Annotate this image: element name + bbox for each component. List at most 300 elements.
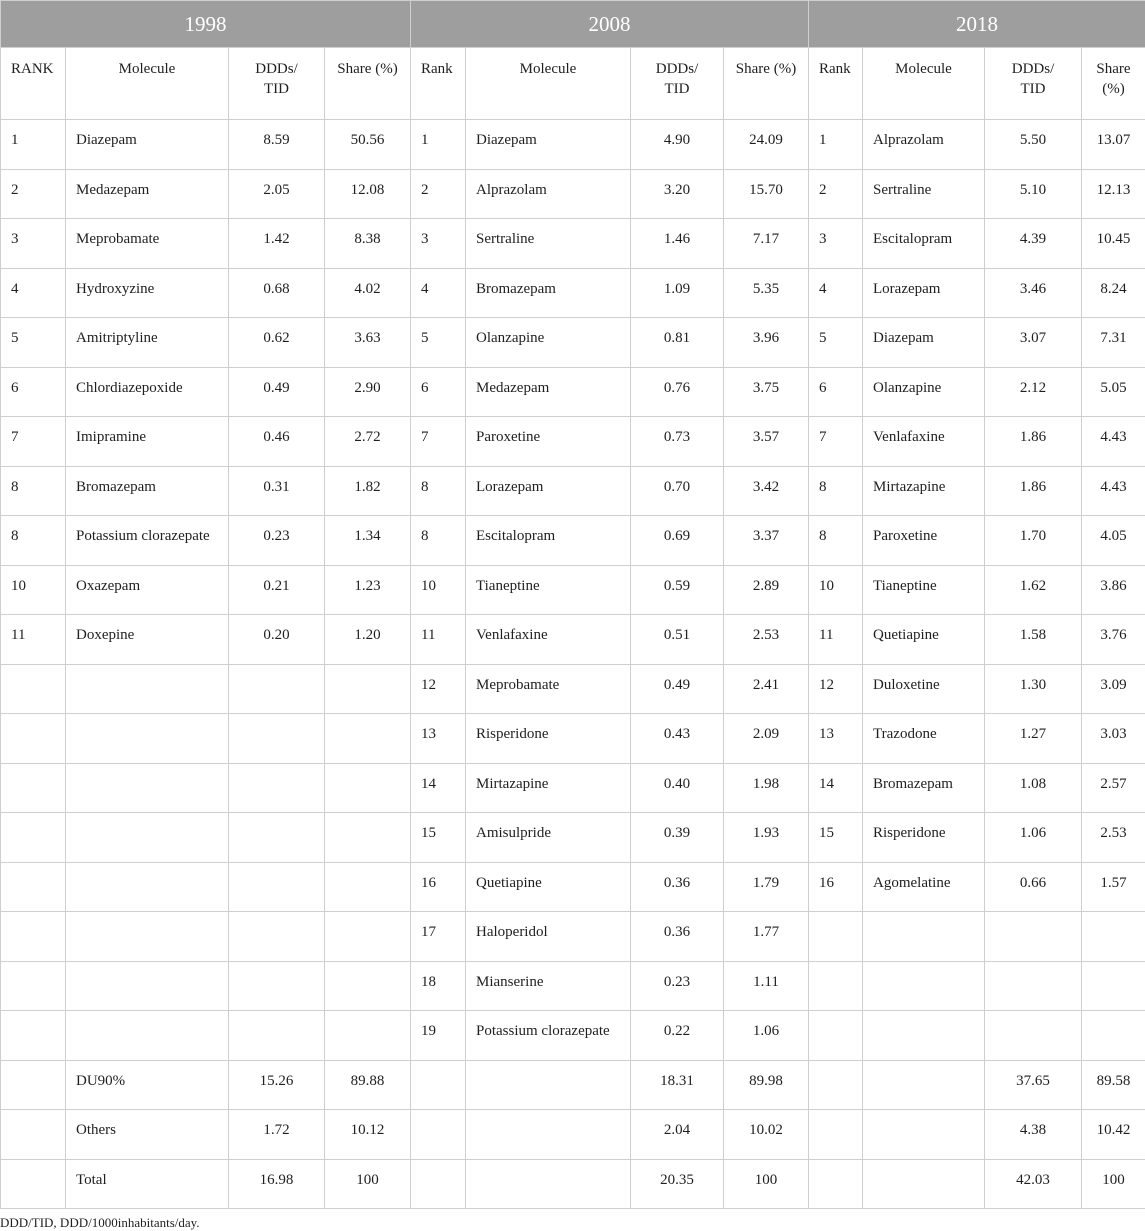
share-cell-1998: 2.90 [325,367,411,417]
molecule-cell-2008: Amisulpride [466,813,631,863]
ddd-cell-2018: 4.39 [985,219,1082,269]
year-header-2018: 2018 [809,1,1145,48]
ddd-cell-1998 [229,862,325,912]
rank-cell-1998: 2 [1,169,66,219]
share-cell-2008: 10.02 [724,1110,809,1160]
molecule-cell-2008: Haloperidol [466,912,631,962]
rank-cell-2008: 1 [411,120,466,170]
rank-cell-2008: 6 [411,367,466,417]
rank-cell-2018: 2 [809,169,863,219]
share-cell-2018: 3.09 [1082,664,1145,714]
ddd-cell-1998: 0.23 [229,516,325,566]
molecule-cell-2018: Bromazepam [863,763,985,813]
rank-cell-2008: 8 [411,466,466,516]
share-cell-2008: 15.70 [724,169,809,219]
molecule-cell-2018: Escitalopram [863,219,985,269]
molecule-cell-2018: Diazepam [863,318,985,368]
rank-cell-2008: 11 [411,615,466,665]
share-cell-1998 [325,664,411,714]
rank-cell-2018: 4 [809,268,863,318]
rank-cell-2018 [809,961,863,1011]
ddd-cell-2008: 0.40 [631,763,724,813]
ddd-cell-1998: 0.31 [229,466,325,516]
share-cell-2018 [1082,961,1145,1011]
share-cell-2008: 1.11 [724,961,809,1011]
ddd-cell-2008: 0.70 [631,466,724,516]
ddd-cell-2018: 3.46 [985,268,1082,318]
table-row [1,615,1145,665]
rank-cell-2008: 3 [411,219,466,269]
share-cell-2008: 1.77 [724,912,809,962]
ddd-cell-2018: 4.38 [985,1110,1082,1160]
ddd-cell-2008: 20.35 [631,1159,724,1209]
rank-cell-1998 [1,813,66,863]
ddd-cell-2018 [985,961,1082,1011]
share-cell-1998 [325,813,411,863]
ddd-cell-2018: 1.06 [985,813,1082,863]
share-cell-2018: 2.57 [1082,763,1145,813]
molecule-cell-2018: Tianeptine [863,565,985,615]
rank-cell-1998: 7 [1,417,66,467]
ddd-cell-2008: 1.09 [631,268,724,318]
year-header-1998: 1998 [1,1,411,48]
molecule-cell-1998: Hydroxyzine [66,268,229,318]
molecule-cell-1998: Bromazepam [66,466,229,516]
molecule-cell-1998: Diazepam [66,120,229,170]
molecule-cell-1998: Total [66,1159,229,1209]
rank-cell-2008: 10 [411,565,466,615]
rank-cell-2018: 10 [809,565,863,615]
rank-cell-2008: 13 [411,714,466,764]
ddd-cell-2008: 0.22 [631,1011,724,1061]
ddd-cell-1998 [229,664,325,714]
share-cell-2018: 10.45 [1082,219,1145,269]
molecule-cell-2008 [466,1159,631,1209]
ddd-cell-2008: 1.46 [631,219,724,269]
table-row [1,961,1145,1011]
rank-cell-2018: 8 [809,516,863,566]
year-header-row [1,1,1145,48]
table-row [1,1011,1145,1061]
ddd-cell-2008: 0.23 [631,961,724,1011]
ddd-cell-1998: 0.49 [229,367,325,417]
share-cell-1998: 50.56 [325,120,411,170]
rank-cell-1998 [1,1011,66,1061]
molecule-cell-2018: Olanzapine [863,367,985,417]
molecule-cell-2008: Mianserine [466,961,631,1011]
table-body [1,120,1145,1209]
rank-cell-1998 [1,961,66,1011]
molecule-cell-1998: DU90% [66,1060,229,1110]
rank-cell-1998: 11 [1,615,66,665]
ddd-cell-2008: 4.90 [631,120,724,170]
molecule-cell-2018 [863,912,985,962]
share-cell-2018: 4.43 [1082,417,1145,467]
table-row [1,466,1145,516]
ddd-cell-1998: 1.42 [229,219,325,269]
rank-cell-2018: 14 [809,763,863,813]
molecule-cell-2018 [863,1110,985,1160]
ddd-cell-2008: 0.36 [631,912,724,962]
molecule-cell-2018 [863,961,985,1011]
molecule-cell-2008: Quetiapine [466,862,631,912]
rank-cell-2008 [411,1060,466,1110]
column-header-ddd-2018: DDDs/ TID [985,48,1082,120]
share-cell-1998: 100 [325,1159,411,1209]
column-header-rank-1998: RANK [1,48,66,120]
molecule-cell-2018: Sertraline [863,169,985,219]
rank-cell-2018: 6 [809,367,863,417]
rank-cell-1998: 10 [1,565,66,615]
molecule-cell-2008: Lorazepam [466,466,631,516]
share-cell-2018: 3.86 [1082,565,1145,615]
share-cell-2008: 5.35 [724,268,809,318]
share-cell-1998: 89.88 [325,1060,411,1110]
table-row [1,714,1145,764]
share-cell-2018: 8.24 [1082,268,1145,318]
ddd-cell-1998: 15.26 [229,1060,325,1110]
molecule-cell-1998 [66,961,229,1011]
share-cell-1998: 10.12 [325,1110,411,1160]
rank-cell-2018: 13 [809,714,863,764]
share-cell-1998: 2.72 [325,417,411,467]
ddd-cell-1998: 0.20 [229,615,325,665]
share-cell-1998 [325,763,411,813]
molecule-cell-1998: Medazepam [66,169,229,219]
molecule-cell-2018: Risperidone [863,813,985,863]
column-header-share-2018: Share (%) [1082,48,1145,120]
molecule-cell-1998: Chlordiazepoxide [66,367,229,417]
ddd-cell-2008: 0.39 [631,813,724,863]
ddd-cell-2008: 0.81 [631,318,724,368]
rank-cell-2008: 18 [411,961,466,1011]
ddd-cell-1998: 2.05 [229,169,325,219]
molecule-cell-2008: Bromazepam [466,268,631,318]
molecule-cell-2008: Mirtazapine [466,763,631,813]
molecule-cell-2008: Diazepam [466,120,631,170]
share-cell-2018: 7.31 [1082,318,1145,368]
share-cell-2008: 1.93 [724,813,809,863]
molecule-cell-1998: Oxazepam [66,565,229,615]
rank-cell-1998: 8 [1,516,66,566]
share-cell-2018 [1082,912,1145,962]
rank-cell-2018 [809,1060,863,1110]
ddd-cell-2008: 0.73 [631,417,724,467]
molecule-cell-2018: Trazodone [863,714,985,764]
ddd-cell-2008: 0.59 [631,565,724,615]
molecule-cell-2008: Paroxetine [466,417,631,467]
rank-cell-2018: 8 [809,466,863,516]
column-header-ddd-1998: DDDs/ TID [229,48,325,120]
ddd-cell-2018: 3.07 [985,318,1082,368]
share-cell-2008: 1.06 [724,1011,809,1061]
molecule-cell-2008: Meprobamate [466,664,631,714]
molecule-cell-1998: Doxepine [66,615,229,665]
share-cell-2008: 3.57 [724,417,809,467]
ddd-cell-2008: 3.20 [631,169,724,219]
molecule-cell-1998: Potassium clorazepate [66,516,229,566]
share-cell-1998: 1.20 [325,615,411,665]
table-footnote: DDD/TID, DDD/1000inhabitants/day. [0,1209,1145,1231]
ddd-cell-1998: 0.21 [229,565,325,615]
share-cell-2018: 1.57 [1082,862,1145,912]
share-cell-1998: 1.34 [325,516,411,566]
rank-cell-2018: 5 [809,318,863,368]
ddd-cell-1998 [229,961,325,1011]
molecule-cell-1998 [66,1011,229,1061]
rank-cell-2018 [809,1011,863,1061]
molecule-cell-1998: Others [66,1110,229,1160]
ddd-cell-2018: 5.10 [985,169,1082,219]
rank-cell-1998: 1 [1,120,66,170]
molecule-cell-2008: Potassium clorazepate [466,1011,631,1061]
share-cell-1998: 3.63 [325,318,411,368]
molecule-cell-2018: Alprazolam [863,120,985,170]
table-row [1,318,1145,368]
ddd-cell-1998 [229,1011,325,1061]
rank-cell-1998: 5 [1,318,66,368]
share-cell-2018: 5.05 [1082,367,1145,417]
ddd-cell-1998: 0.68 [229,268,325,318]
ddd-cell-2018: 2.12 [985,367,1082,417]
rank-cell-2008: 16 [411,862,466,912]
molecule-cell-1998 [66,862,229,912]
molecule-cell-2008: Escitalopram [466,516,631,566]
ddd-cell-2018: 1.27 [985,714,1082,764]
rank-cell-2008: 8 [411,516,466,566]
rank-cell-2018: 12 [809,664,863,714]
rank-cell-2018 [809,1159,863,1209]
share-cell-1998: 4.02 [325,268,411,318]
column-header-rank-2018: Rank [809,48,863,120]
molecule-cell-1998 [66,714,229,764]
column-header-share-2008: Share (%) [724,48,809,120]
table-row [1,1060,1145,1110]
molecule-cell-2018: Agomelatine [863,862,985,912]
column-header-molecule-2008: Molecule [466,48,631,120]
column-header-ddd-2008: DDDs/ TID [631,48,724,120]
share-cell-2018: 13.07 [1082,120,1145,170]
share-cell-2018: 4.43 [1082,466,1145,516]
share-cell-2008: 7.17 [724,219,809,269]
share-cell-2018: 4.05 [1082,516,1145,566]
share-cell-2018 [1082,1011,1145,1061]
ddd-cell-2018: 1.86 [985,466,1082,516]
table-row [1,862,1145,912]
ddd-cell-2018: 1.86 [985,417,1082,467]
share-cell-1998: 1.82 [325,466,411,516]
share-cell-1998: 8.38 [325,219,411,269]
rank-cell-1998 [1,664,66,714]
table-row [1,219,1145,269]
ddd-cell-2018: 37.65 [985,1060,1082,1110]
ddd-cell-2018: 1.62 [985,565,1082,615]
rank-cell-2008: 5 [411,318,466,368]
rank-cell-2008: 7 [411,417,466,467]
share-cell-2008: 89.98 [724,1060,809,1110]
share-cell-2008: 3.96 [724,318,809,368]
molecule-cell-2008 [466,1110,631,1160]
molecule-cell-2008: Risperidone [466,714,631,764]
molecule-cell-1998 [66,763,229,813]
column-header-molecule-2018: Molecule [863,48,985,120]
molecule-cell-2018 [863,1011,985,1061]
rank-cell-1998: 6 [1,367,66,417]
table-row [1,912,1145,962]
rank-cell-1998 [1,1060,66,1110]
rank-cell-2018 [809,912,863,962]
rank-cell-1998: 4 [1,268,66,318]
rank-cell-1998 [1,714,66,764]
ddd-cell-2018 [985,1011,1082,1061]
share-cell-2008: 2.89 [724,565,809,615]
ddd-cell-2008: 18.31 [631,1060,724,1110]
rank-cell-2008: 12 [411,664,466,714]
share-cell-2008: 1.98 [724,763,809,813]
rank-cell-2018: 11 [809,615,863,665]
share-cell-2008: 100 [724,1159,809,1209]
share-cell-1998 [325,862,411,912]
ddd-cell-2018: 1.30 [985,664,1082,714]
share-cell-2008: 2.53 [724,615,809,665]
ddd-cell-1998: 0.62 [229,318,325,368]
share-cell-2008: 3.75 [724,367,809,417]
molecule-cell-2018: Quetiapine [863,615,985,665]
share-cell-2018: 89.58 [1082,1060,1145,1110]
ddd-cell-1998 [229,813,325,863]
year-header-2008: 2008 [411,1,809,48]
rank-cell-2018: 16 [809,862,863,912]
rank-cell-2008: 4 [411,268,466,318]
ddd-cell-1998: 8.59 [229,120,325,170]
table-row [1,367,1145,417]
molecule-cell-1998 [66,912,229,962]
molecule-cell-1998: Meprobamate [66,219,229,269]
share-cell-1998 [325,1011,411,1061]
molecule-cell-2018: Venlafaxine [863,417,985,467]
ddd-cell-2018: 1.58 [985,615,1082,665]
ddd-cell-1998: 0.46 [229,417,325,467]
ddd-cell-2008: 0.49 [631,664,724,714]
molecule-cell-1998 [66,664,229,714]
share-cell-2008: 2.09 [724,714,809,764]
share-cell-2008: 3.42 [724,466,809,516]
ddd-cell-2018: 42.03 [985,1159,1082,1209]
ddd-cell-2018: 1.70 [985,516,1082,566]
rank-cell-1998 [1,862,66,912]
ddd-cell-2018: 1.08 [985,763,1082,813]
rank-cell-1998 [1,1110,66,1160]
column-header-rank-2008: Rank [411,48,466,120]
share-cell-2018: 10.42 [1082,1110,1145,1160]
table-row [1,417,1145,467]
molecule-cell-2018: Lorazepam [863,268,985,318]
molecule-cell-2018: Paroxetine [863,516,985,566]
share-cell-2018: 100 [1082,1159,1145,1209]
ddd-cell-2018: 0.66 [985,862,1082,912]
molecule-cell-2008: Alprazolam [466,169,631,219]
share-cell-2008: 3.37 [724,516,809,566]
ddd-cell-2018 [985,912,1082,962]
rank-cell-2008: 14 [411,763,466,813]
rank-cell-2008: 19 [411,1011,466,1061]
table-row [1,1110,1145,1160]
table-row [1,516,1145,566]
molecule-cell-2008: Venlafaxine [466,615,631,665]
rank-cell-2018: 3 [809,219,863,269]
table-row [1,813,1145,863]
share-cell-2018: 2.53 [1082,813,1145,863]
molecule-cell-2018: Mirtazapine [863,466,985,516]
table-row [1,268,1145,318]
share-cell-1998: 1.23 [325,565,411,615]
share-cell-2018: 12.13 [1082,169,1145,219]
share-cell-1998: 12.08 [325,169,411,219]
table-row [1,664,1145,714]
share-cell-1998 [325,912,411,962]
share-cell-2008: 1.79 [724,862,809,912]
rank-cell-2008 [411,1110,466,1160]
ddd-cell-2008: 0.76 [631,367,724,417]
share-cell-2008: 2.41 [724,664,809,714]
molecule-cell-2008: Sertraline [466,219,631,269]
molecule-cell-1998: Amitriptyline [66,318,229,368]
rank-cell-1998 [1,912,66,962]
ddd-cell-2008: 0.43 [631,714,724,764]
ddd-cell-2008: 0.69 [631,516,724,566]
ddd-cell-1998: 1.72 [229,1110,325,1160]
ddd-cell-2008: 0.51 [631,615,724,665]
rank-cell-1998 [1,1159,66,1209]
rank-cell-2008: 17 [411,912,466,962]
share-cell-2018: 3.76 [1082,615,1145,665]
share-cell-2008: 24.09 [724,120,809,170]
ddd-cell-1998: 16.98 [229,1159,325,1209]
table-row [1,565,1145,615]
molecule-cell-2018: Duloxetine [863,664,985,714]
molecule-cell-1998: Imipramine [66,417,229,467]
share-cell-2018: 3.03 [1082,714,1145,764]
column-header-molecule-1998: Molecule [66,48,229,120]
molecule-cell-2008: Olanzapine [466,318,631,368]
rank-cell-1998 [1,763,66,813]
ddd-cell-1998 [229,714,325,764]
column-header-share-1998: Share (%) [325,48,411,120]
ddd-cell-2008: 2.04 [631,1110,724,1160]
table-row [1,1159,1145,1209]
rank-cell-2008 [411,1159,466,1209]
ddd-cell-1998 [229,763,325,813]
molecule-cell-2018 [863,1060,985,1110]
rank-cell-2018: 7 [809,417,863,467]
molecule-cell-2008: Tianeptine [466,565,631,615]
molecule-cell-2018 [863,1159,985,1209]
share-cell-1998 [325,961,411,1011]
molecule-cell-1998 [66,813,229,863]
ddd-cell-1998 [229,912,325,962]
molecule-cell-2008 [466,1060,631,1110]
rank-cell-1998: 3 [1,219,66,269]
rank-cell-1998: 8 [1,466,66,516]
column-header-row [1,48,1145,120]
rank-cell-2018: 15 [809,813,863,863]
ddd-cell-2018: 5.50 [985,120,1082,170]
table-row [1,169,1145,219]
molecule-cell-2008: Medazepam [466,367,631,417]
table-row [1,763,1145,813]
ddd-cell-2008: 0.36 [631,862,724,912]
rank-cell-2008: 2 [411,169,466,219]
